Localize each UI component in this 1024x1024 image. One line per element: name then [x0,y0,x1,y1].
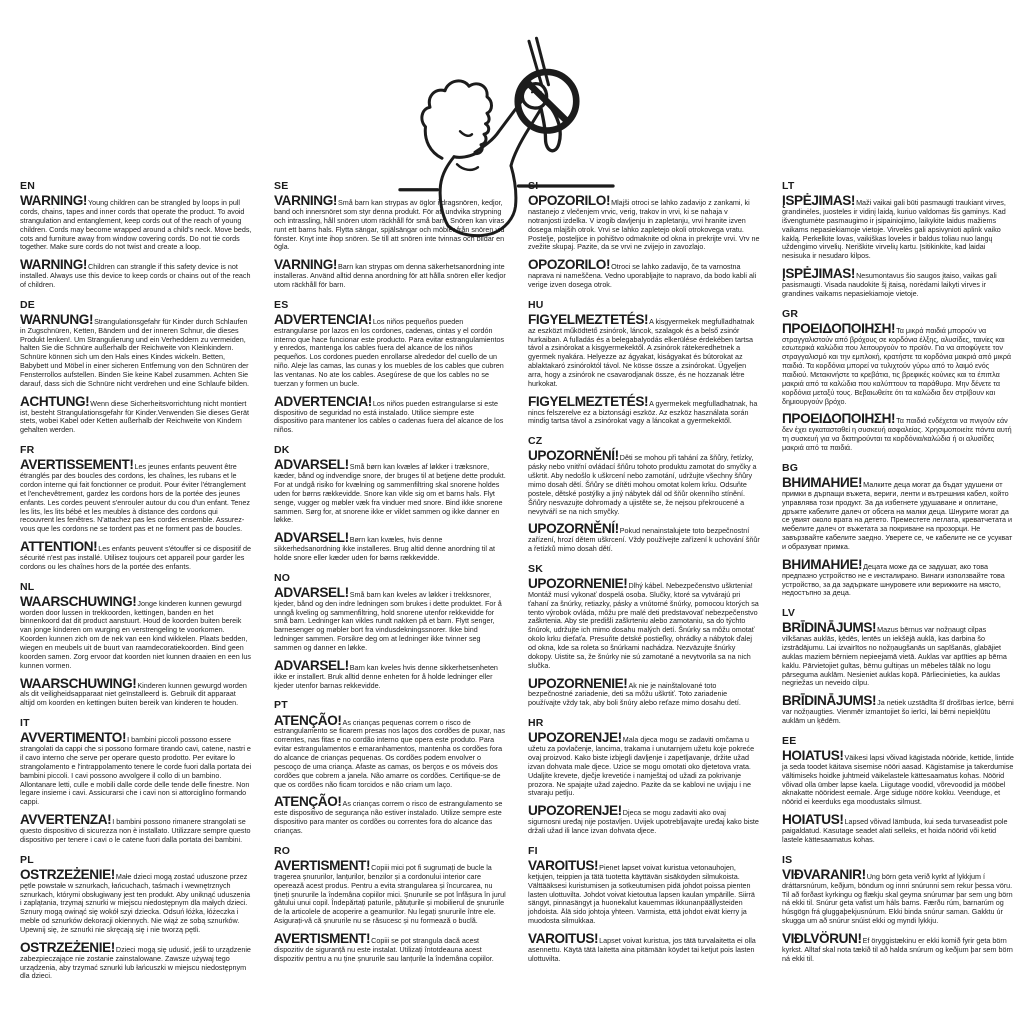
warning-title: UPOZORNĚNÍ! [528,521,619,537]
language-section [274,180,506,290]
warning-title: UPOZORENJE! [528,730,622,746]
warning-title: ACHTUNG! [20,393,90,409]
warning-body: Dzieci mogą się udusić, jeśli to urządzenie zabezpieczające nie zostanie zainstalowane. Zawsze używaj tego urządzenia, aby trzymać sznurki lub łańcuszki w miejscu niedostępnym dla dzieci. [20,944,251,981]
warning-body: Copiii se pot strangula dacă acest dispozitiv de siguranță nu este instalat. Utilizați întotdeauna acest dispozitiv pentru a nu ține șnururile sau lanțurile la îndemâna copiilor. [274,935,494,963]
warning-paragraph [20,731,252,807]
warning-paragraph [274,795,506,835]
warning-paragraph [528,804,760,836]
language-code: IS [782,853,793,866]
warning-body: Ung börn geta verið kyrkt af lykkjum í dráttarsnúrum, keðjum, böndum og innri snúrunni sem rekur þessa vöru. Til að forðast kyrkingu og flækju skal geyma snúrurnar þar sem ung börn ná ekki til. Snúrur geta vafist um háls barns. Færðu rúm, barnarúm og húsgögn frá gluggaþekjusnúrum. Ekki binda snúrur saman. Gakktu úr skugga um að snúrur snúist ekki og myndi lykkju. [782,871,1013,926]
warning-title: OSTRZEŻENIE! [20,866,115,882]
warning-title: ADVERTENCIA! [274,311,372,327]
warning-body: Pokud nenainstalujete toto bezpečnostní zařízení, hrozí dětem uškrcení. Vždy používejte zařízení k uchování šňůr a řetízků mimo dosah dětí. [528,526,760,554]
language-section [528,845,760,964]
warning-title: OSTRZEŻENIE! [20,939,115,955]
warning-body: Nesumontavus šio saugos įtaiso, vaikas gali pasismaugti. Visada naudokite šį įtaisą, norėdami laikyti virves ir grandines vaikams nepasiekiamoje vietoje. [782,271,997,298]
warning-title: AVVERTENZA! [20,812,112,828]
child-cheek [460,131,472,136]
language-code: SE [274,180,289,192]
warning-title: AVERTISSEMENT! [20,457,134,473]
warning-title: ВНИМАНИЕ! [782,474,863,490]
warning-body: Mala djeca mogu se zadaviti omčama u užetu za povlačenje, lancima, trakama i unutarnjem užetu koje pokreće ovaj proizvod. Kako biste izbjegli davljenje i zapetljavanje, držite užad izvan dohvata male djece. Uzice se mogu omotati oko djetetova vrata. Udaljite krevete, dječje krevetiće i namještaj od užadi za pokrivanje prozora. Ne spajajte užad zajedno. Pazite da se kablovi ne uvijaju i ne stvaraju petlju. [528,735,755,798]
warning-title: ADVARSEL! [274,457,349,473]
warning-paragraph [528,577,760,671]
warning-body: Децата може да се задушат, ако това предпазно устройство не е инсталирано. Винаги използвайте това устройство, за да задържате шнуровете или верижките на място, недостъпно за деца. [782,561,1005,598]
illustration-container [0,8,1024,176]
warning-paragraph [782,476,1014,552]
warning-title: WAARSCHUWING! [20,593,137,609]
warning-title: HOIATUS! [782,812,844,828]
warning-paragraph [782,749,1014,807]
warning-body: As crianças pequenas correm o risco de estrangulamento se ficarem presas nos laços dos cordões de puxar, nas correntes, nas fitas e no cordão interno que opera este produto. Para evitar estrangulamentos e emaranhamentos, mantenha os cordões fora do alcance de crianças pequenas. Os cordões podem envolver o pescoço de uma criança. Afaste as camas, os berços e os móveis dos cordões que cobrem a janela. Não amarre os cordões. Certifique-se de que os cordões não ficam torcidos e não criam um laço. [274,717,505,789]
warning-paragraph [20,194,252,252]
warning-body: Barn kan kveles hvis denne sikkerhetsenheten ikke er installert. Bruk alltid denne enheten for å holde ledninger eller kjeder utenfor barnas rekkevidde. [274,662,498,690]
language-code: FR [20,444,35,457]
warning-paragraph [782,412,1014,452]
warning-body: Young children can be strangled by loops in pull cords, chains, tapes and inner cords that operate the product. To avoid strangulation and entanglement, keep cords out of the reach of young children. Cords may become wrapped around a child's neck. Move beds, cots and furniture away from window covering cords. Do not tie cords together. Make sure cords do not twist and create a loop. [20,198,252,252]
warning-title: ATENÇÃO! [274,794,342,810]
language-code: SI [528,180,539,192]
warning-title: ATENÇÃO! [274,712,342,728]
warning-body: Lapset voivat kuristua, jos tätä turvalaitetta ei olla asennettu. Käytä tätä laitetta aina pitämään köydet tai ketjut pois lasten ulottuvilta. [528,935,756,963]
warning-paragraph [20,395,252,435]
warning-body: Väikesi lapsi võivad kägistada nööride, kettide, lintide ja seda toodet käitava sisemise nööri aasad. Kägistamise ja takerdumise vältimiseks hoidke juhtmeid väikelastele kättesaamatus kohas. Nöörid võivad olla ümber lapse kaela. Liigutage voodid, võrevoodid ja mööbel aknakatte nööridest eemale. Ärge siduge nööre kokku. Veenduge, et nöörid ei keerduks ega moodustaks silmust. [782,752,1014,807]
warning-paragraph [274,714,506,790]
warning-paragraph [274,258,506,290]
warning-paragraph [782,868,1014,926]
warning-title: FIGYELMEZTETÉS! [528,393,649,409]
language-code: SK [528,562,543,575]
warning-title: ADVERTENCIA! [274,393,372,409]
language-section [782,735,1014,845]
warning-paragraph [20,677,252,709]
warning-title: VAROITUS! [528,930,599,946]
warning-title: UPOZORENJE! [528,803,622,819]
warning-paragraph [274,458,506,525]
warning-title: ВНИМАНИЕ! [782,556,863,572]
warning-body: Børn kan kvæles, hvis denne sikkerhedsanordning ikke installeres. Brug altid denne anordning til at holde snore eller kæder uden for børns rækkevidde. [274,535,495,562]
warning-paragraph [782,322,1014,407]
language-section [274,299,506,435]
language-section [20,299,252,435]
language-code: ES [274,298,289,311]
warning-body: Les enfants peuvent s'étouffer si ce dispositif de sécurité n'est pas installé. Utilisez toujours cet appareil pour garder les cordons ou les chaînes hors de la portée des enfants. [20,544,251,571]
warning-body: I bambini piccoli possono essere strangolati da cappi che si possono formare tirando cavi, catene, nastri e il cavo interno che serve per operare questo prodotto. Per evitare lo strangolamento e l'intrappolamento tenere le corde fuori dalla portata dei bambini piccoli. I cavi possono avvolgere il collo di un bambino. Allontanare letti, culle e mobili dalle corde delle tende delle finestre. Non legare insieme i cavi. Assicurarsi che i cavi non si attorciglino formando cappi. [20,735,252,807]
warning-paragraph [782,813,1014,845]
warning-title: OPOZORILO! [528,257,611,273]
language-code: GR [782,307,799,320]
warning-title: VARNING! [274,193,338,209]
warning-body: Strangulationsgefahr für Kinder durch Schlaufen in Zugschnüren, Ketten, Bändern und der inneren Schnur, die dieses Produkt lenken!. Um Strangulierung und ein Verheddern zu vermeiden, halten Sie die Schnüre außerhalb der Reichweite von Kleinkindern. Schnüre können sich um den Hals eines Kindes wickeln. Betten, Babybett und Möbel in einer sicheren Entfernung von den Schnüren der Fensterrollos aufstellen. Binden Sie keine Kabel zusammen. Achten Sie darauf, dass sich die Schnüre nicht verdrehen und eine Schlaufe bilden. [20,316,249,388]
language-code: NL [20,580,35,593]
warning-title: VAROITUS! [528,857,599,873]
column [528,180,760,1024]
warning-paragraph [274,395,506,435]
warning-paragraph [274,932,506,964]
warning-body: Τα παιδιά ενδέχεται να πνιγούν εάν δεν έχει εγκατασταθεί η συσκευή ασφαλείας. Χρησιμοποιείτε πάντα αυτή τη συσκευή για να διατηρούνται τα κορδόνια/καλώδια ή οι αλυσίδες μακριά από τα παιδιά. [782,416,1012,453]
warning-paragraph [528,313,760,389]
language-code: IT [20,717,30,730]
warning-paragraph [782,694,1014,726]
warning-paragraph [274,586,506,653]
warning-title: ADVARSEL! [274,530,349,546]
language-section [528,180,760,290]
warning-body: A kisgyermekek megfulladhatnak az eszközt működtető zsinórok, láncok, szalagok és a belső zsinór hurkaiban. A fulladás és a belegabalyodás elkerülése érdekében tartsa távol a zsinórokat a kisgyermekektől. A zsinórok rátekeredhetnek a gyermek nyakára. Helyezze az ágyakat, kiságyakat és bútorokat az ablaktakaró zsinóroktól távol. Ne kösse össze a zsinórokat. Ügyeljen arra, hogy a zsinórok ne csavarodjanak össze, és ne hozzanak létre hurkokat. [528,316,755,388]
language-section [274,572,506,691]
warning-paragraph [274,859,506,926]
language-section [528,717,760,836]
warning-body: Τα μικρά παιδιά μπορούν να στραγγαλιστούν από βρόχους σε κορδόνια έλξης, αλυσίδες, ταινίες και εσωτερικά καλώδια που λειτουργούν το προϊόν. Για να αποφύγετε τον στραγγαλισμό και την εμπλοκή, κρατήστε τα κορδόνια μακριά από μικρά παιδιά. Τα κορδόνια μπορεί να τυλιχτούν γύρω από το λαιμό ενός παιδιού. Μετακινήστε τα κρεβάτια, τις βρεφικές κούνιες και τα έπιπλα μακριά από τα καλώδια που καλύπτουν τα παράθυρα. Μην δένετε τα κορδόνια μεταξύ τους. Βεβαιωθείτε ότι τα καλώδια δεν στρίβουν και δημιουργούν βρόχο. [782,325,1012,406]
warning-title: WARNING! [20,193,88,209]
warning-title: OPOZORILO! [528,193,611,209]
warning-paragraph [20,258,252,290]
language-code: HU [528,298,544,311]
column [20,180,252,1024]
warning-paragraph [20,313,252,389]
warning-title: ΠΡΟΕΙΔΟΠΟΙΗΣΗ! [782,320,896,336]
warning-body: Jonge kinderen kunnen gewurgd worden door lussen in trekkoorden, kettingen, banden en het binnenkoord dat dit product aanstuurt. Houd de koorden buiten bereik van jonge kinderen om wurging en verstrengeling te voorkomen. Koorden kunnen zich om de nek van een kind wikkelen. Plaats bedden, wiegen en meubels uit de buurt van raamdecoratiekoorden. Bind geen koorden samen. Zorg ervoor dat koorden niet kunnen draaien en een lus kunnen vormen. [20,598,251,670]
warning-title: AVERTISMENT! [274,930,371,946]
warning-title: FIGYELMEZTETÉS! [528,311,649,327]
language-section [782,462,1014,598]
language-code: EN [20,180,35,192]
warning-paragraph [274,659,506,691]
warning-paragraph [782,932,1014,964]
warning-body: Maži vaikai gali būti pasmaugti traukiant virves, grandinėles, juosteles ir vidinį laidą, kuriuo valdomas šis gaminys. Kad išvengtumėte pasmaugimo ir įsipainiojimo, laikykite laidus mažiems vaikams nepasiekiamoje vietoje. Virvelės gali apsivynioti aplink vaiko kaklą. Perkelkite lovas, vaikiškas loveles ir baldus toliau nuo langų uždengimo virvelių. Neriškite virvelių kartu. Įsitikinkite, kad laidai nesisuka ir nesudaro kilpos. [782,198,1006,261]
warning-body: Małe dzieci mogą zostać uduszone przez pętle powstałe w sznurkach, łańcuchach, taśmach i wewnętrznych sznurkach, którymi obsługiwany jest ten produkt. Aby uniknąć uduszenia i zaplątania, trzymaj sznurki w miejscu niedostępnym dla małych dzieci. Sznury mogą owinąć się wokół szyi dziecka. Odsuń łóżka, łóżeczka i meble od sznurków dekoracji okiennych. Nie wiąż ze sobą sznurków. Upewnij się, że sznurki nie skręcają się i nie tworzą pętli. [20,871,251,934]
warning-paragraph [274,531,506,563]
warning-title: VARNING! [274,257,338,273]
language-code: PL [20,853,34,866]
warning-title: ATTENTION! [20,539,98,555]
warning-paragraph [782,267,1014,299]
warning-paragraph [274,313,506,389]
warning-body: Lapsed võivad lämbuda, kui seda turvaseadist pole paigaldatud. Kasutage seadet alati selleks, et hoida nöörid või ketid lastele kättesaamatus kohas. [782,817,1008,844]
warning-title: ADVARSEL! [274,657,349,673]
warning-paragraph [20,595,252,671]
warning-paragraph [782,194,1014,261]
language-code: HR [528,717,544,730]
warning-body: Малките деца могат да бъдат удушени от примки в дърпащи въжета, вериги, ленти и вътрешния кабел, който управлява този продукт. За да избегнете удушаване и оплитане, дръжте кабелите далеч от обсега на малки деца. Шнурите могат да се увият около врата на детето. Преместете леглата, креватчетата и мебелите далеч от въжетата за покриване на прозорци. Не завързвайте кабелите заедно. Уверете се, че кабелите не се усукват и образуват примка. [782,479,1013,551]
warning-title: WAARSCHUWING! [20,675,137,691]
warning-body: Dlhý kábel. Nebezpečenstvo uškrtenia! Montáž musí vykonať dospelá osoba. Slučky, ktoré sa vytvárajú pri ťahaní za šnúrky, retiazky, pásky a vnútorné šnúrky, pomocou ktorých sa tento výrobok ovláda, môžu pre malé deti predstavovať nebezpečenstvo zaškrtenia. Aby ste predišli zaškrteniu alebo zamotaniu, sa do týchto šnúrok, udržujte ich mimo dosahu malých detí. Šnúrky sa môžu omotať okolo krku dieťaťa. Presuňte detské postieľky, ohrádky a nábytok ďalej od okna, kde sa roleta so šnúrkami nachádza. Nezväzujte šnúrky dokopy. Uistite sa, že šnúrky nie sú zamotané a nevytvorila sa na nich slučka. [528,581,759,670]
warning-body: Children can strangle if this safety device is not installed. Always use this device to keep cords or chains out of the reach of children. [20,262,251,289]
language-section [274,444,506,563]
warning-title: UPOZORNĚNÍ! [528,448,619,464]
warning-body: Små barn kan kveles av løkker i trekksnorer, kjeder, bånd og den indre ledningen som brukes i dette produktet. For å unngå kveling og sammenfiltring, hold snorene utenfor rekkevidde for små barn. Ledninger kan vikles rundt nakken på et barn. Flytt senger, barnesenger og møbler bort fra vindusdekningssnorer. Ikke bind ledninger sammen. Forsikre deg om at ledninger ikke tvinner seg sammen og danner en løkke. [274,589,502,653]
warning-body: Los niños pueden estrangularse si este dispositivo de seguridad no está instalado. Utilice siempre este dispositivo para mantener los cables o cadenas fuera del alcance de los niños. [274,398,504,435]
language-section [782,854,1014,964]
warning-body: Wenn diese Sicherheitsvorrichtung nicht montiert ist, besteht Strangulationsgefahr für Kinder.Verwenden Sie dieses Gerät stets, wobei Kabel oder Ketten außerhalb der Reichweite von Kindern gehalten werden. [20,398,249,435]
language-section [20,180,252,290]
warning-body: Kinderen kunnen gewurgd worden als dit veiligheidsapparaat niet geïnstalleerd is. Gebruik dit apparaat altijd om koorden en kettingen buiten bereik van kinderen te houden. [20,680,247,708]
warning-body: Mazus bērnus var nožņaugt cilpas vilkšanas auklās, ķēdēs, lentēs un iekšējā auklā, kas darbina šo izstrādājumu. Lai izvairītos no nožņaugšanās un sapīšanās, glabājiet auklas maziem bērniem nepieejamā vietā. Auklas var aptīties ap bērna kaklu. Pārvietojiet gultas, bērnu gultiņas un mēbeles tālāk no logu pārseguma auklām. Nesieniet auklas kopā. Pārliecinieties, ka auklas negriežas un neveido cilpu. [782,625,1007,688]
warning-body: Djeca se mogu zadaviti ako ovaj sigurnosni uređaj nije postavljen. Uvijek upotrebljavajte uređaj kako biste držali užad ili lance izvan dohvata djece. [528,808,759,835]
language-code: CZ [528,435,543,448]
warning-body: Barn kan strypas om denna säkerhetsanordning inte installeras. Använd alltid denna anordning för att hålla snören eller kedjor utom räckhåll för barn. [274,262,506,289]
language-section [528,299,760,427]
warning-paragraph [274,194,506,252]
warning-body: Ja netiek uzstādīta šī drošības ierīce, bērni var nožņaugties. Vienmēr izmantojiet šo ierīci, lai bērni nepiekļūtu auklām un ķēdēm. [782,698,1014,726]
warning-title: ĮSPĖJIMAS! [782,193,856,209]
warning-body: Děti se mohou při tahání za šňůry, řetízky, pásky nebo vnitřní ovládací šňůru tohoto produktu zamotat do smyčky a uškrtit. Aby nedošlo k uškrcení nebo zamotání, udržujte všechny šňůry mimo dosah dětí. Šňůry se dítěti mohou omotat kolem krku. Odsuňte postele, dětské postýlky a jiný nábytek dál od šňůr okenního stínění. Šňůry nesvazujte dohromady a ujistěte se, že nejsou překroucené a nevytváří se na nich smyčky. [528,453,757,516]
warning-body: I bambini possono rimanere strangolati se questo dispositivo di sicurezza non è installato. Utilizzare sempre questo dispositivo per tenere i cavi o le catene fuori dalla portata dei bambini. [20,817,251,844]
warning-title: VIÐVARANIR! [782,866,866,882]
warning-paragraph [528,677,760,709]
warning-title: WARNUNG! [20,311,94,327]
warning-body: Små barn kan strypas av öglor i dragsnören, kedjor, band och innersnöret som styr denna produkt. För att undvika strypning och intrassling, håll snören utom räckhåll för små barn. Snören kan viras runt ett barns hals. Flytta sängar, spjälsängar och möbler från snören vid fönster. Knyt inte ihop snören. Se till att snören inte tvinnas och bildar en ögla. [274,198,505,252]
warning-body: Små børn kan kvæles af løkker i træksnore, kæder, bånd og indvendige snore, der bruges til at betjene dette produkt. For at undgå risiko for kvælning og sammenfiltring skal snorene holdes uden for børns rækkevidde. Snore kan vikle sig om et barns hals. Flyt senge, vugger og møbler væk fra vinduer med snore. Bind ikke snorene sammen. Sørg for, at snorene ikke er viklet sammen og ikke danner en løkke. [274,462,506,525]
warning-body: Mlajši otroci se lahko zadavijo z zankami, ki nastanejo z vlečenjem vrvic, verig, trakov in vrvi, ki se nahaja v notranjosti izdelka. V izogib davljenju in zapletanju, vrvi hranite izven dosega mlajših otrok. Vrvi se lahko zapletejo okoli otrokovega vratu. Postelje, posteljice in pohištvo odmaknite od okna in prekrijte vrvi. Vrv ne zvežite skupaj. Pazite, da se vrvi ne zvijejo in zavozlajo. [528,198,760,252]
language-code: BG [782,461,799,474]
warning-body: Los niños pequeños pueden estrangularse por lazos en los cordones, cadenas, cintas y el cordón interno que hace funcionar este producto. Para evitar estrangulamientos y enredos, mantenga los cables fuera del alcance de los niños pequeños. Los cordones pueden enrollarse alrededor del cuello de un niño. Aleje las camas, las cunas y los muebles de los cables que cubren las ventanas. No ate los cables. Asegúrese de que los cables no se tuerzan y formen un bucle. [274,316,505,388]
warning-body: Copiii mici pot fi sugrumați de bucle la tragerea șnururilor, lanțurilor, benzilor și a cordonului interior care operează acest produs. Pentru a evita strangularea și încurcarea, nu țineți șnururile la îndemâna copiilor mici. Șnururile se pot înfășura în jurul gâtului unui copil. Îndepărtați paturile, pătuțurile și mobilierul de șnururile de la articolele de acoperire a geamurilor. Nu legați șnururile între ele. Asigurați-vă că șnururile nu se răsucesc și nu formează o buclă. [274,862,506,926]
warning-columns [20,180,1014,1024]
warning-paragraph [528,859,760,926]
warning-body: As crianças correm o risco de estrangulamento se este dispositivo de segurança não estiver instalado. Utilize sempre este dispositivo para manter os cordões ou correntes fora do alcance das crianças. [274,799,503,835]
warning-title: BRĪDINĀJUMS! [782,620,877,636]
warning-paragraph [20,813,252,845]
language-code: LT [782,180,795,192]
language-section [782,607,1014,726]
warning-paragraph [528,449,760,516]
language-section [528,563,760,708]
warning-paragraph [528,194,760,252]
warning-title: WARNING! [20,257,88,273]
warning-title: ΠΡΟΕΙΔΟΠΟΙΗΣΗ! [782,411,896,427]
warning-body: Ak nie je nainštalované toto bezpečnostné zariadenie, deti sa môžu uškrtiť. Toto zariadenie používajte vždy tak, aby boli šnúry alebo reťaze mimo dosahu detí. [528,680,741,708]
warning-title: AVVERTIMENTO! [20,730,127,746]
language-code: NO [274,571,291,584]
language-section [528,435,760,554]
warning-paragraph [782,558,1014,598]
warning-paragraph [20,868,252,935]
child-shoulder-crease [457,164,478,170]
warning-paragraph [20,540,252,572]
warning-paragraph [528,522,760,554]
language-code: LV [782,607,796,620]
language-section [782,180,1014,299]
warning-paragraph [20,941,252,981]
language-code: FI [528,844,538,857]
language-section [274,845,506,964]
language-code: DK [274,444,290,457]
column [274,180,506,1024]
warning-body: Pienet lapset voivat kuristua vetonauhojen, ketjujen, teippien ja tätä tuotetta käyttävän sisäköyden silmukoista. Välttääksesi kuristumisen ja sotkeutumisen pidä johdot poissa pienten lasten ulottuvilta. Johdot voivat kietoutua lapsen kaulan ympärille. Siirrä sängyt, pinnasängyt ja huonekalut kauemmas ikkunanpäällysteiden johdoista. Älä sido johtoja yhteen. Varmista, että johdot eivät kierry ja muodosta silmukkaa. [528,862,755,926]
warning-title: BRĪDINĀJUMS! [782,693,877,709]
language-code: RO [274,844,291,857]
warning-title: ĮSPĖJIMAS! [782,266,856,282]
warning-title: UPOZORNENIE! [528,675,628,691]
language-code: EE [782,734,797,747]
language-section [274,699,506,835]
warning-title: ADVARSEL! [274,584,349,600]
language-code: PT [274,699,288,712]
language-section [20,581,252,709]
column [782,180,1014,1024]
warning-body: A gyermekek megfulladhatnak, ha nincs felszerelve ez a biztonsági eszköz. Az eszköz használata során mindig tartsa távol a zsinórokat vagy a láncokat a gyermekektől. [528,398,758,426]
warning-paragraph [20,458,252,534]
warning-title: HOIATUS! [782,747,844,763]
warning-body: Otroci se lahko zadavijo, če ta varnostna naprava ni nameščena. Vedno uporabljajte to napravo, da bodo kabli ali verige izven dosega otrok. [528,262,757,289]
language-section [782,308,1014,453]
language-section [20,717,252,845]
warning-paragraph [528,395,760,427]
warning-paragraph [528,932,760,964]
warning-body: Les jeunes enfants peuvent être étranglés par des boucles des cordons, les chaînes, les rubans et le cordon interne qui fait fonctionner ce produit. Pour éviter l'étranglement et l'enchevêtrement, gardez les cordons hors de la portée des jeunes enfants. Les cordes peuvent s'enrouler autour du cou d'un enfant. Tenez les lits, les lits bébé et les meubles à distance des cordons qui recouvrent les fenêtres. N'attachez pas les cordes ensemble. Assurez-vous que les cordons ne se tordent pas et ne forment pas de boucles. [20,462,250,534]
warning-title: VIÐLVÖRUN! [782,930,862,946]
language-section [20,854,252,982]
language-code: DE [20,298,35,311]
warning-paragraph [782,621,1014,688]
warning-paragraph [528,731,760,798]
language-section [20,444,252,572]
warning-title: UPOZORNENIE! [528,576,628,592]
warning-body: Ef öryggistækinu er ekki komið fyrir geta börn kyrkst. Alltaf skal nota tækið til að halda snúrum og keðjum þar sem börn ná ekki til. [782,935,1013,963]
warning-title: AVERTISMENT! [274,857,371,873]
warning-paragraph [528,258,760,290]
